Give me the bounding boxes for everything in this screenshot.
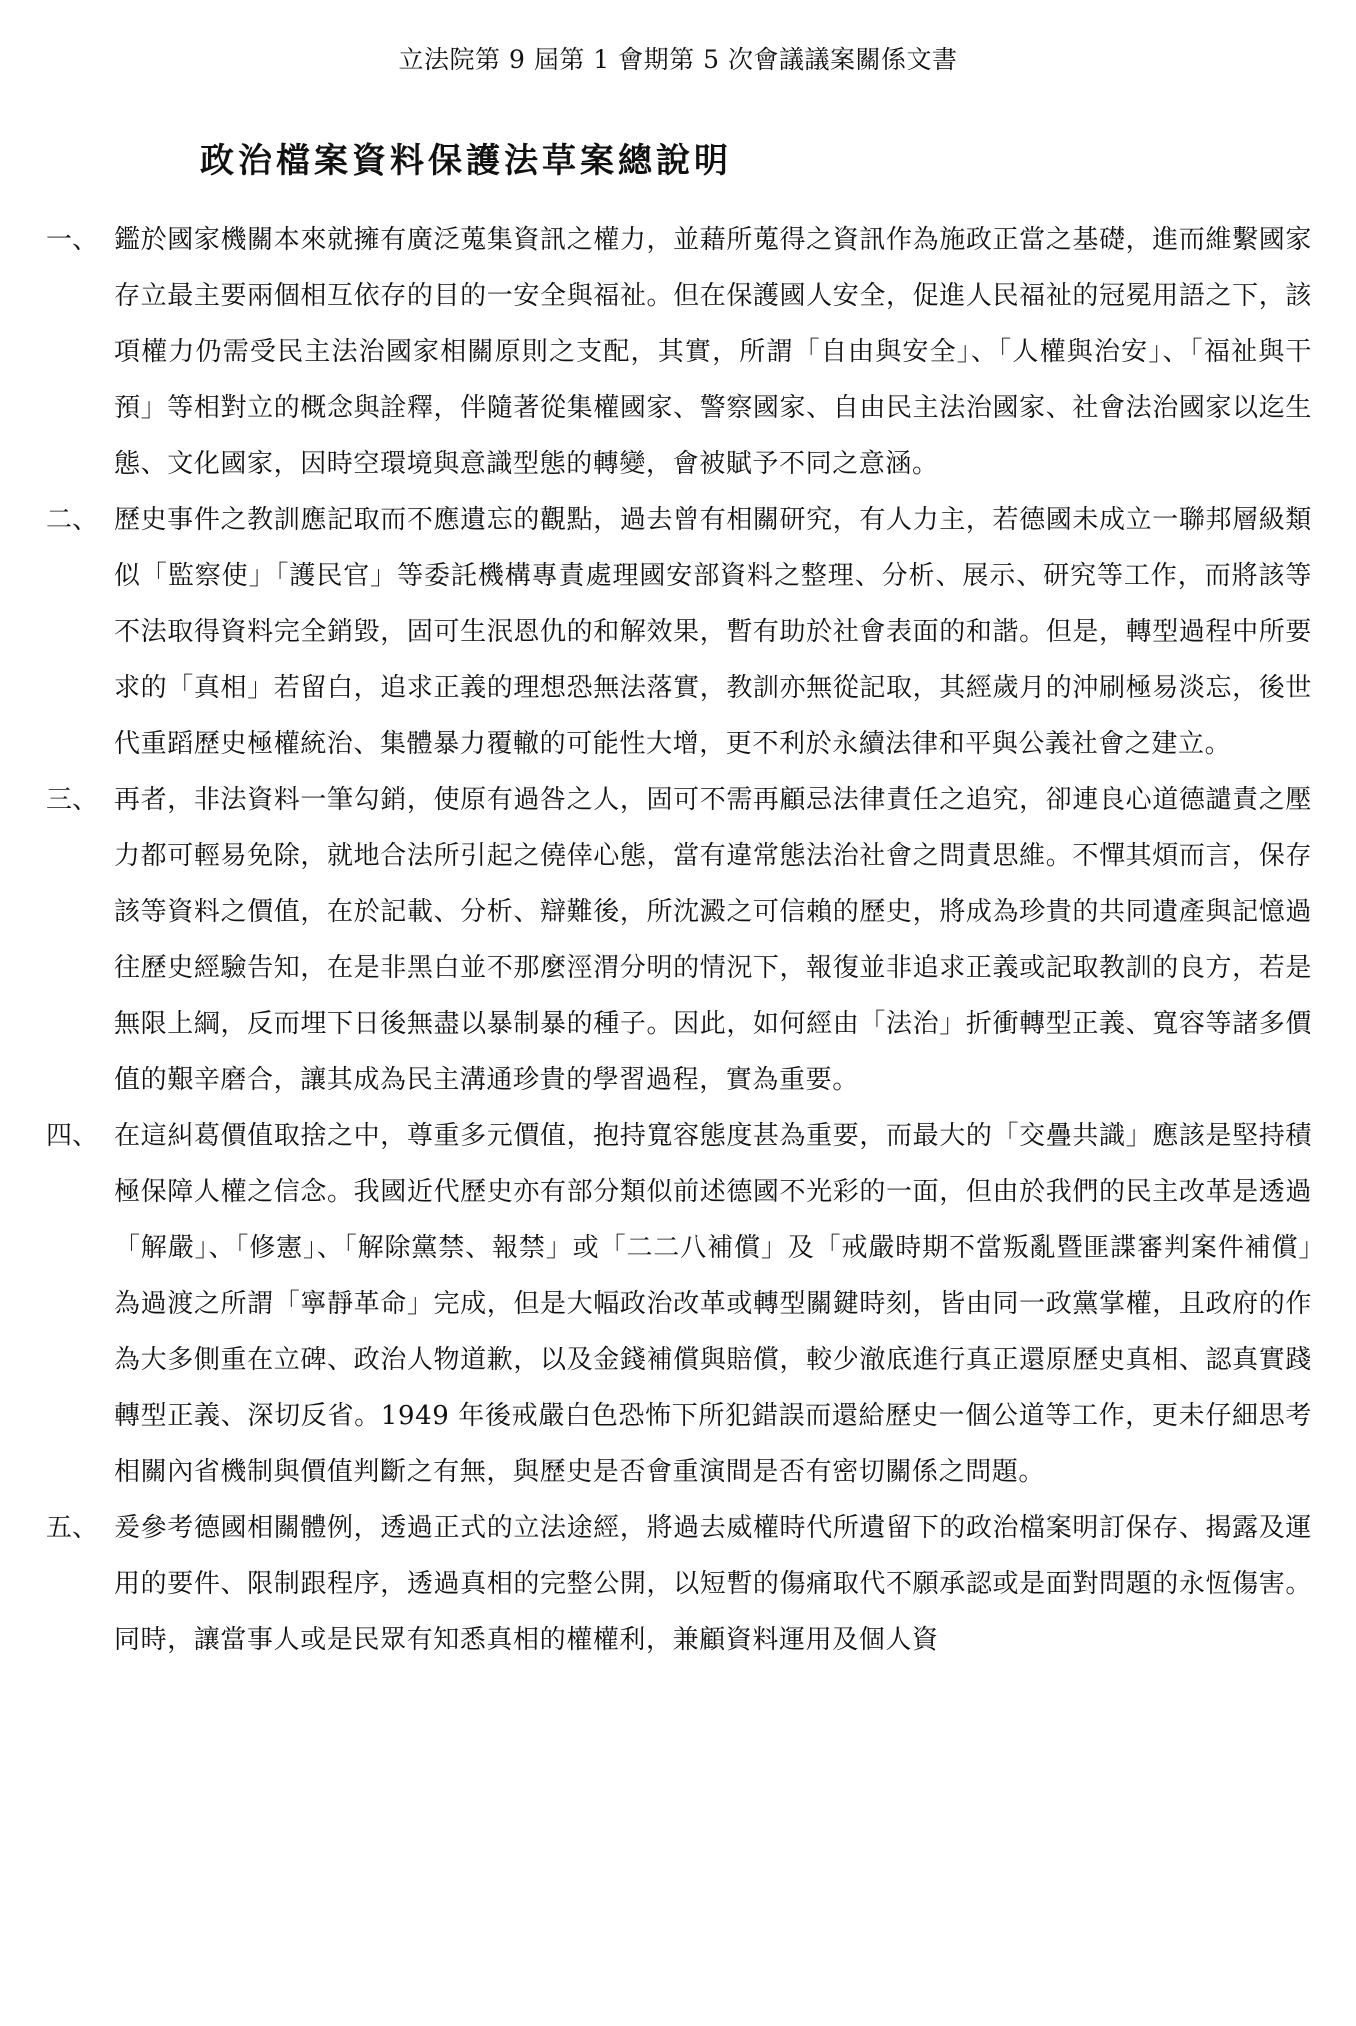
section-number: 三、 xyxy=(46,785,99,815)
section-number: 四、 xyxy=(46,1121,99,1151)
section-3 xyxy=(46,772,1312,1108)
section-1 xyxy=(46,212,1312,492)
document-title: 政治檔案資料保護法草案總說明 xyxy=(200,141,732,181)
section-5 xyxy=(46,1500,1312,1668)
document-header: 立法院第 9 屆第 1 會期第 5 次會議議案關係文書 xyxy=(398,45,958,74)
section-text: 鑑於國家機關本來就擁有廣泛蒐集資訊之權力，並藉所蒐得之資訊作為施政正當之基礎，進而維繫國家存立最主要兩個相互依存的目的一安全與福祉。但在保護國人安全，促進人民福祉的冠冕用語之下，該項權力仍需受民主法治國家相關原則之支配，其實，所謂「自由與安全」、「人權與治安」、「福祉與干預」等相對立的概念與詮釋，伴隨著從集權國家、警察國家、自由民主法治國家、社會法治國家以迄生態、文化國家，因時空環境與意識型態的轉變，會被賦予不同之意涵。 xyxy=(114,225,1312,479)
section-text: 歷史事件之教訓應記取而不應遺忘的觀點，過去曾有相關研究，有人力主，若德國未成立一聯邦層級類似「監察使」「護民官」等委託機構專責處理國安部資料之整理、分析、展示、研究等工作，而將該等不法取得資料完全銷毀，固可生泯恩仇的和解效果，暫有助於社會表面的和諧。但是，轉型過程中所要求的「真相」若留白，追求正義的理想恐無法落實，教訓亦無從記取，其經歲月的沖刷極易淡忘，後世代重蹈歷史極權統治、集體暴力覆轍的可能性大增，更不利於永續法律和平與公義社會之建立。 xyxy=(114,505,1312,759)
section-2 xyxy=(46,492,1312,772)
sections-list xyxy=(46,212,1312,1668)
section-text: 爰參考德國相關體例，透過正式的立法途經，將過去威權時代所遺留下的政治檔案明訂保存、揭露及運用的要件、限制跟程序，透過真相的完整公開，以短暫的傷痛取代不願承認或是面對問題的永恆傷害。同時，讓當事人或是民眾有知悉真相的權權利，兼顧資料運用及個人資 xyxy=(114,1513,1312,1655)
section-number: 一、 xyxy=(46,225,99,255)
section-text: 再者，非法資料一筆勾銷，使原有過咎之人，固可不需再顧忌法律責任之追究，卻連良心道德譴責之壓力都可輕易免除，就地合法所引起之僥倖心態，當有違常態法治社會之問責思維。不憚其煩而言，保存該等資料之價值，在於記載、分析、辯難後，所沈澱之可信賴的歷史，將成為珍貴的共同遺產與記憶過往歷史經驗告知，在是非黑白並不那麼涇渭分明的情況下，報復並非追求正義或記取教訓的良方，若是無限上綱，反而埋下日後無盡以暴制暴的種子。因此，如何經由「法治」折衝轉型正義、寬容等諸多價值的艱辛磨合，讓其成為民主溝通珍貴的學習過程，實為重要。 xyxy=(114,785,1312,1095)
section-number: 二、 xyxy=(46,505,99,535)
section-number: 五、 xyxy=(46,1513,99,1543)
section-text: 在這糾葛價值取捨之中，尊重多元價值，抱持寬容態度甚為重要，而最大的「交疊共識」應該是堅持積極保障人權之信念。我國近代歷史亦有部分類似前述德國不光彩的一面，但由於我們的民主改革是透過「解嚴」、「修憲」、「解除黨禁、報禁」或「二二八補償」及「戒嚴時期不當叛亂暨匪諜審判案件補償」為過渡之所謂「寧靜革命」完成，但是大幅政治改革或轉型關鍵時刻，皆由同一政黨掌權，且政府的作為大多側重在立碑、政治人物道歉，以及金錢補償與賠償，較少澈底進行真正還原歷史真相、認真實踐轉型正義、深切反省。1949 年後戒嚴白色恐怖下所犯錯誤而還給歷史一個公道等工作，更未仔細思考相關內省機制與價值判斷之有無，與歷史是否會重演間是否有密切關係之問題。 xyxy=(114,1121,1312,1487)
section-4 xyxy=(46,1108,1312,1500)
